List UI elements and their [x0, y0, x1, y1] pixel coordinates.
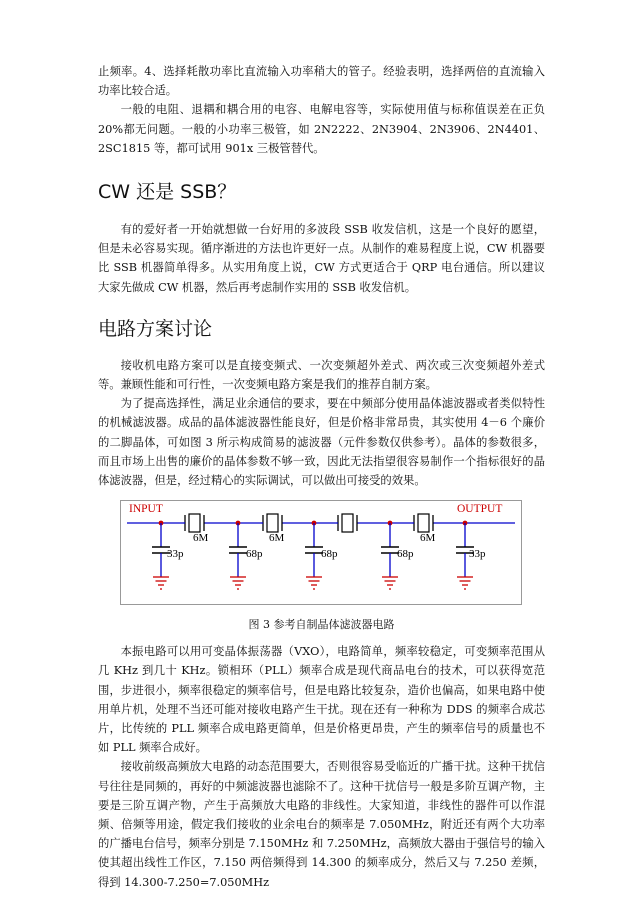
input-label: INPUT — [129, 503, 163, 516]
ground-icon — [153, 577, 169, 589]
paragraph: 为了提高选择性，满足业余通信的要求，要在中频部分使用晶体滤波器或者类似特性的机械滤波器。成品的晶体滤波器性能良好，但是价格非常昂贵，其实使用 4－6 个廉价的二脚晶体，可如图 3 所示构成简易的滤波器（元件参数仅供参考）。晶体的参数很多，而且市场上出售的廉价的晶体参数不够一致，因此无法指望很容易制作一个指标很好的晶体滤波器，但是，经过精心的实际调试，可以做出可接受的效果。 — [98, 397, 545, 488]
section-heading-plan: 电路方案讨论 — [98, 317, 213, 340]
crystal-filter-figure — [120, 500, 522, 605]
ground-icon — [457, 577, 473, 589]
section-heading-cw: CW 还是 SSB？ — [98, 181, 237, 204]
document-page — [98, 62, 545, 892]
crystal-x1 — [183, 514, 204, 532]
coupling-cap-label: 6M — [420, 532, 436, 545]
shunt-branch — [229, 521, 247, 589]
crystal-filter-schematic — [121, 501, 521, 604]
output-label: OUTPUT — [457, 503, 503, 516]
crystal-x3 — [336, 514, 357, 532]
shunt-cap-label: 68p — [321, 548, 338, 561]
ground-icon — [230, 577, 246, 589]
paragraph: 接收前级高频放大电路的动态范围要大，否则很容易受临近的广播干扰。这种干扰信号往往是同频的，再好的中频滤波器也滤除不了。这种干扰信号一般是多阶互调产物，主要是三阶互调产物，产生于高频放大电路的非线性。大家知道，非线性的器件可以作混频、倍频等用途，假定我们接收的业余电台的频率是 7.050MHz，附近还有两个大功率的广播电台信号，频率分别是 7.150MHz 和 7.250MHz，高频放大器由于强信号的输入使其超出线性工作区，7.150 两倍频得到 14.300 的频率成分，然后又与 7.250 差频，得到 14.300-7.250=7.050MHz — [98, 760, 545, 889]
crystal-x4 — [412, 514, 433, 532]
shunt-cap-label: 33p — [167, 548, 184, 561]
crystal-x2 — [261, 514, 282, 532]
shunt-cap-label: 33p — [469, 548, 486, 561]
shunt-cap-label: 68p — [397, 548, 414, 561]
paragraph: 接收机电路方案可以是直接变频式、一次变频超外差式、两次或三次变频超外差式等。兼顾性能和可行性，一次变频电路方案是我们的推荐自制方案。 — [98, 358, 545, 392]
coupling-cap-label: 6M — [193, 532, 209, 545]
ground-icon — [382, 577, 398, 589]
figure-caption: 图 3 参考自制晶体滤波器电路 — [248, 618, 395, 632]
coupling-cap-label: 6M — [269, 532, 285, 545]
paragraph: 有的爱好者一开始就想做一台好用的多波段 SSB 收发信机，这是一个良好的愿望，但是未必容易实现。循序渐进的方法也许更好一点。从制作的难易程度上说，CW 机器要比 SSB 机器简单得多。从实用角度上说，CW 方式更适合于 QRP 电台通信。所以建议大家先做成 CW 机器，然后再考虑制作实用的 SSB 收发信机。 — [98, 223, 545, 294]
paragraph: 本振电路可以用可变晶体振荡器（VXO），电路简单，频率较稳定，可变频率范围从几 KHz 到几十 KHz。锁相环（PLL）频率合成是现代商品电台的技术，可以获得宽范围，步进很小，频率很稳定的频率信号，但是电路比较复杂，造价也偏高，如果电路中使用单片机，处理不当还可能对接收电路产生干扰。现在还有一种称为 DDS 的频率合成芯片，比传统的 PLL 频率合成电路更简单，但是价格更昂贵，产生的频率信号的质量也不如 PLL 频率合成好。 — [98, 645, 545, 755]
paragraph: 一般的电阻、退耦和耦合用的电容、电解电容等，实际使用值与标称值误差在正负 20%都无问题。一般的小功率三极管，如 2N2222、2N3904、2N3906、2N4401、2SC1815 等，都可试用 901x 三极管替代。 — [98, 103, 545, 155]
ground-icon — [306, 577, 322, 589]
shunt-cap-label: 68p — [246, 548, 263, 561]
paragraph: 止频率。4、选择耗散功率比直流输入功率稍大的管子。经验表明，选择两倍的直流输入功率比较合适。 — [98, 65, 545, 98]
